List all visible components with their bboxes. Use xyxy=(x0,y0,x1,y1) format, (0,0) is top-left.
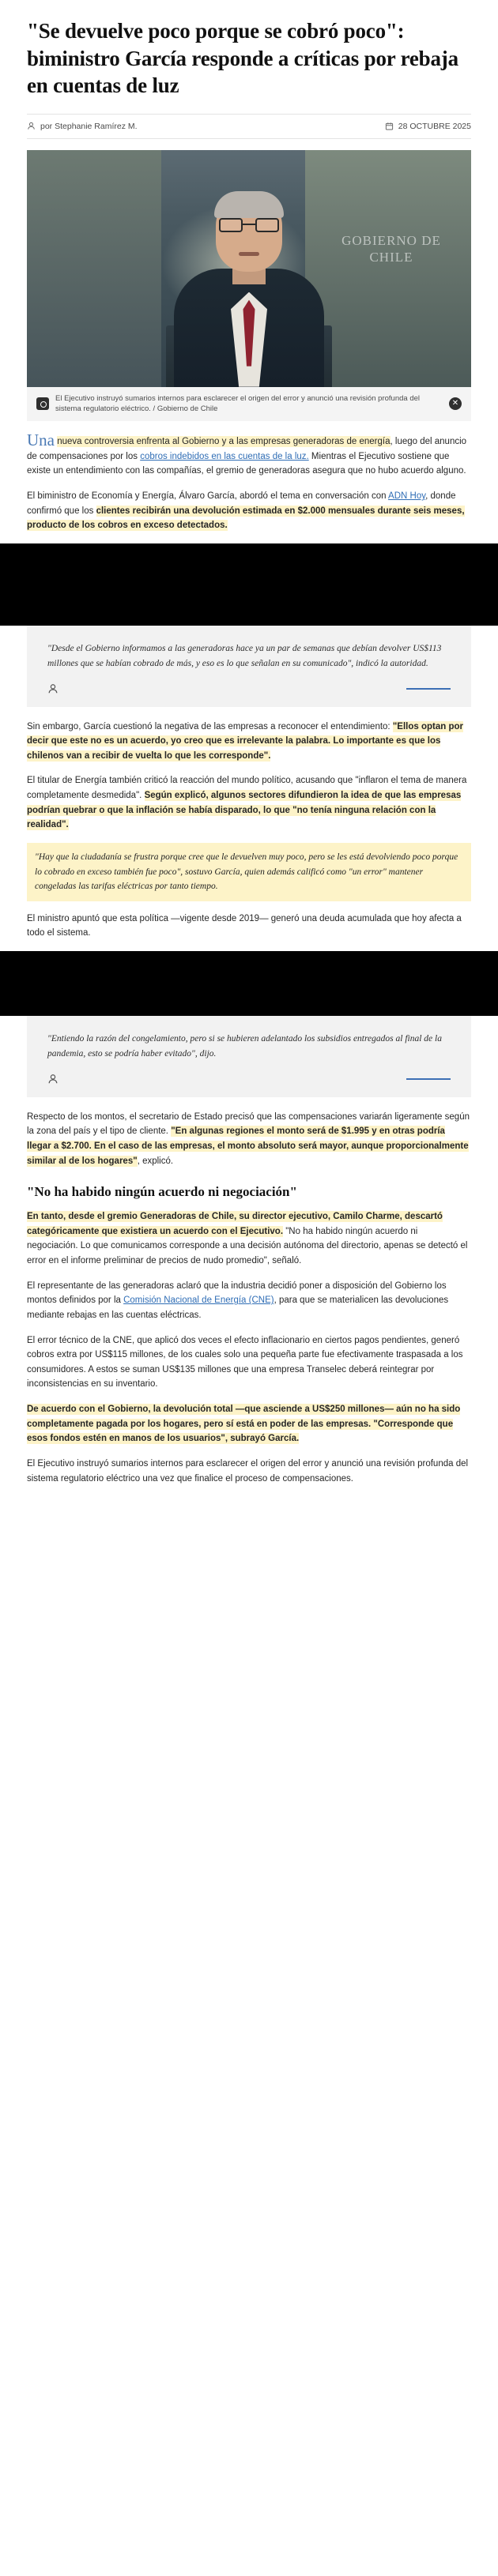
article-header xyxy=(0,17,498,533)
quote-text-1: "Desde el Gobierno informamos a las generadoras hace ya un par de semanas que debían devolver US$113 millones que se habían cobrado de más, y eso es lo que señalan en su comunicado", indicó la autoridad. xyxy=(47,643,442,669)
article-end-spacer xyxy=(27,1496,471,1515)
p2-text-b: , donde confirmó que los xyxy=(27,491,456,516)
paragraph-3 xyxy=(27,720,471,764)
ad-slot-2 xyxy=(0,951,498,1016)
ad-slot-1 xyxy=(0,543,498,626)
inline-link-cobros[interactable]: cobros indebidos en las cuentas de la luz. xyxy=(140,451,309,461)
close-icon[interactable]: ✕ xyxy=(449,397,462,410)
lead-text-1: , luego del anuncio de compensaciones por los xyxy=(27,437,467,461)
user-icon xyxy=(27,122,36,130)
paragraph-9: El error técnico de la CNE, que aplicó dos veces el efecto inflacionario en ciertos pagos pendientes, generó cobros extra por US$115 millones, de los cuales solo una pequeña parte fue efectivamente traspasada a los consumidores. A estos se suman US$135 millones que una empresa Transelec deberá reintegrar por inconsistencias en su inventario. xyxy=(27,1335,463,1390)
article-body-2 xyxy=(0,1016,498,1515)
quote-footer-1 xyxy=(47,683,451,694)
hero-image xyxy=(27,150,471,387)
section-subheading: "No ha habido ningún acuerdo ni negociación" xyxy=(27,1184,297,1200)
p3-highlight: "Ellos optan por decir que este no es un acuerdo, yo creo que es irrelevante la palabra. Lo importante es que los chilenos van a recibir de vuelta lo que les corresponde". xyxy=(27,721,463,761)
camera-icon xyxy=(36,397,49,410)
paragraph-6 xyxy=(27,1110,471,1169)
hair xyxy=(214,191,284,218)
quote-card-2 xyxy=(27,1016,471,1097)
calendar-icon xyxy=(385,122,394,130)
quote-card-1 xyxy=(27,626,471,707)
p7-highlight: En tanto, desde el gremio Generadoras de Chile, su director ejecutivo, Camilo Charme, descartó categóricamente que existiera un acuerdo con el Ejecutivo. xyxy=(27,1212,443,1236)
p6-text-b: , explicó. xyxy=(137,1156,174,1166)
byline-text: por Stephanie Ramírez M. xyxy=(40,121,138,131)
p8-text-a: El representante de las generadoras aclaró que la industria decidió poner a disposición del Gobierno los montos definidos por la xyxy=(27,1280,447,1306)
image-caption xyxy=(27,387,471,422)
p2-text-a: El biministro de Economía y Energía, Álvaro García, abordó el tema en conversación con xyxy=(27,491,389,502)
accent-rule xyxy=(406,688,451,690)
article-body-1 xyxy=(0,626,498,941)
user-icon xyxy=(47,683,58,694)
p8-text-b: , para que se materialicen las devoluciones mediante rebajas en las cuentas eléctricas. xyxy=(27,1296,449,1320)
byline xyxy=(27,122,138,131)
quote-footer-2 xyxy=(47,1074,451,1085)
article-meta xyxy=(27,114,471,139)
quote-text-2: "Entiendo la razón del congelamiento, pero si se hubieren adelantado los subsidios entregados al final de la pandemia, esto se podría haber evitado", dijo. xyxy=(47,1034,442,1059)
glasses-icon xyxy=(219,218,279,232)
inline-link-cne[interactable]: Comisión Nacional de Energía (CNE) xyxy=(123,1296,274,1306)
paragraph-11: El Ejecutivo instruyó sumarios internos para esclarecer el origen del error y anunció una revisión profunda del sistema regulatorio eléctrico una vez que finalice el proceso de compensaciones. xyxy=(27,1458,469,1484)
caption-text: El Ejecutivo instruyó sumarios internos para esclarecer el origen del error y anunció una revisión profunda del sistema regulatorio eléctrico. / Gobierno de Chile xyxy=(55,393,420,414)
page-title: "Se devuelve poco porque se cobró poco": biministro García responde a críticas por rebaja en cuentas de luz xyxy=(27,19,458,98)
drop-cap: Una xyxy=(27,431,55,450)
user-icon xyxy=(47,1074,58,1085)
pull-quote-1: "Hay que la ciudadanía se frustra porque cree que le devuelven muy poco, pero se les está devolviendo poco porque lo cobrado en exceso también fue poco", sostuvo García, quien además calificó como "un error" mantener congeladas las tarifas eléctricas por tanto tiempo. xyxy=(27,843,471,901)
paragraph-2 xyxy=(27,489,471,533)
p6-highlight: "En algunas regiones el monto será de $1.995 y en otras podría llegar a $2.700. En el caso de las empresas, el monto absoluto será mayor, aunque proporcionalmente similar al de los hogares" xyxy=(27,1126,469,1166)
p10-highlight: De acuerdo con el Gobierno, la devolución total —que asciende a US$250 millones— aún no ha sido completamente pagada por los hogares, pero sí está en poder de las empresas. "Corresponde que esos fondos estén en manos de los usuarios", subrayó García. xyxy=(27,1405,461,1444)
paragraph-7 xyxy=(27,1209,471,1269)
paragraph-5: El ministro apuntó que esta política —vigente desde 2019— generó una deuda acumulada que hoy afecta a todo el sistema. xyxy=(27,913,462,938)
date-text: 28 OCTUBRE 2025 xyxy=(398,121,471,131)
lead-paragraph xyxy=(27,432,471,479)
article-page xyxy=(0,17,498,1515)
p7-text: "No ha habido ningún acuerdo ni negociación. Lo que comunicamos corresponde a una decisión autónoma del directorio, apenas se detectó el error en el informe preliminar de precios de nudo promedio", señaló. xyxy=(27,1226,468,1266)
paragraph-8 xyxy=(27,1279,471,1323)
p6-text-a: Respecto de los montos, el secretario de Estado precisó que las compensaciones variarán ligeramente según la zona del país y el tipo de cliente. xyxy=(27,1111,470,1137)
publish-date xyxy=(385,122,471,131)
mouth xyxy=(239,252,259,256)
backdrop-text: GOBIERNO DE CHILE xyxy=(341,232,441,265)
p4-text: El titular de Energía también criticó la reacción del mundo político, acusando que "inflaron el tema de manera completamente desmedida". xyxy=(27,776,467,801)
hero-figure xyxy=(27,150,471,422)
backdrop-left xyxy=(27,150,161,387)
paragraph-4 xyxy=(27,773,471,833)
lead-highlight: nueva controversia enfrenta al Gobierno y a las empresas generadoras de energía xyxy=(57,437,390,447)
inline-link-adn-hoy[interactable]: ADN Hoy xyxy=(388,491,426,502)
p3-text: Sin embargo, García cuestionó la negativa de las empresas a reconocer el entendimiento: xyxy=(27,721,393,731)
accent-rule xyxy=(406,1078,451,1080)
lead-text-2: Mientras el Ejecutivo sostiene que existe un entendimiento con las compañías, el gremio de generadoras asegura que no hubo acuerdo alguno. xyxy=(27,451,466,476)
paragraph-10 xyxy=(27,1402,471,1446)
speaker-figure xyxy=(162,190,336,387)
p4-highlight: Según explicó, algunos sectores difundieron la idea de que las empresas podrían quebrar o que la inflación se había disparado, lo que "no tenía ninguna relación con la realidad". xyxy=(27,791,462,830)
p2-highlight: clientes recibirán una devolución estimada en $2.000 mensuales durante seis meses, producto de los cobros en exceso detectados. xyxy=(27,506,465,531)
